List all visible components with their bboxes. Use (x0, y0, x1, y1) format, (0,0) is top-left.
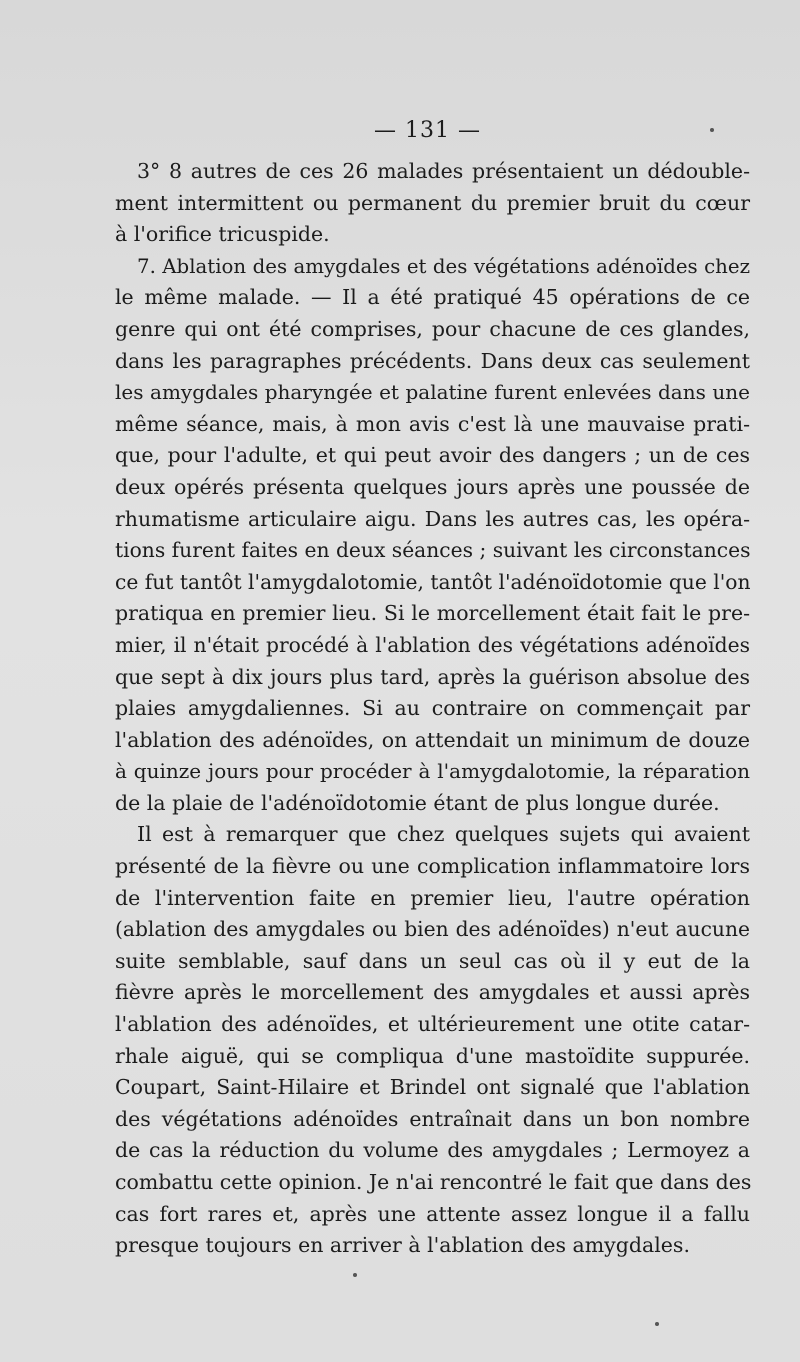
text-line: rhale aiguë, qui se compliqua d'une mastoïdite suppurée. (115, 1043, 750, 1068)
text-line: Coupart, Saint-Hilaire et Brindel ont signalé que l'ablation (115, 1075, 750, 1100)
text-line: 7. Ablation des amygdales et des végétations adénoïdes chez (137, 254, 750, 278)
text-line: le même malade. — Il a été pratiqué 45 opérations de ce (115, 285, 750, 310)
text-line: présenté de la fièvre ou une complication inflammatoire lors (115, 854, 750, 879)
text-line: (ablation des amygdales ou bien des adénoïdes) n'eut aucune (115, 917, 750, 942)
text-line: ment intermittent ou permanent du premier bruit du cœur (115, 190, 750, 215)
text-line: plaies amygdaliennes. Si au contraire on commençait par (115, 696, 750, 721)
text-line: fièvre après le morcellement des amygdales et aussi après (115, 980, 750, 1005)
paper-speck (710, 128, 714, 132)
text-line: à l'orifice tricuspide. (115, 222, 330, 247)
text-line: de l'intervention faite en premier lieu, l'autre opération (115, 885, 750, 910)
text-line: pratiqua en premier lieu. Si le morcellement était fait le pre- (115, 601, 750, 626)
text-line: rhumatisme articulaire aigu. Dans les autres cas, les opéra- (115, 506, 750, 531)
text-line: l'ablation des adénoïdes, on attendait un minimum de douze (115, 727, 750, 752)
text-line: deux opérés présenta quelques jours après une poussée de (115, 474, 750, 499)
text-line: à quinze jours pour procéder à l'amygdalotomie, la réparation (115, 759, 750, 784)
text-line: suite semblable, sauf dans un seul cas où il y eut de la (115, 948, 750, 973)
text-line: les amygdales pharyngée et palatine furent enlevées dans une (115, 380, 750, 405)
text-line: l'ablation des adénoïdes, et ultérieurement une otite catar- (115, 1012, 750, 1037)
text-line: que sept à dix jours plus tard, après la guérison absolue des (115, 664, 750, 689)
text-line: que, pour l'adulte, et qui peut avoir des dangers ; un de ces (115, 443, 750, 468)
text-line: ce fut tantôt l'amygdalotomie, tantôt l'adénoïdotomie que l'on (115, 569, 751, 594)
text-line: 3° 8 autres de ces 26 malades présentaient un dédouble- (137, 159, 750, 183)
text-line: des végétations adénoïdes entraînait dans un bon nombre (115, 1106, 750, 1131)
paper-speck (353, 1273, 357, 1277)
text-line: de cas la réduction du volume des amygdales ; Lermoyez a (115, 1138, 750, 1163)
text-line: tions furent faites en deux séances ; suivant les circonstances (115, 538, 751, 563)
text-line: presque toujours en arriver à l'ablation des amygdales. (115, 1233, 690, 1258)
text-line: de la plaie de l'adénoïdotomie étant de plus longue durée. (115, 790, 720, 815)
text-line: mier, il n'était procédé à l'ablation des végétations adénoïdes (115, 632, 750, 657)
page-number: — 131 — (374, 118, 481, 143)
text-line: Il est à remarquer que chez quelques sujets qui avaient (137, 822, 750, 847)
text-line: dans les paragraphes précédents. Dans deux cas seulement (115, 348, 750, 373)
paper-speck (655, 1322, 659, 1326)
text-line: cas fort rares et, après une attente assez longue il a fallu (115, 1201, 750, 1226)
text-line: genre qui ont été comprises, pour chacune de ces glandes, (115, 316, 750, 341)
text-line: combattu cette opinion. Je n'ai rencontré le fait que dans des (115, 1170, 752, 1194)
text-line: même séance, mais, à mon avis c'est là une mauvaise prati- (115, 411, 750, 436)
body-text (115, 156, 750, 1262)
